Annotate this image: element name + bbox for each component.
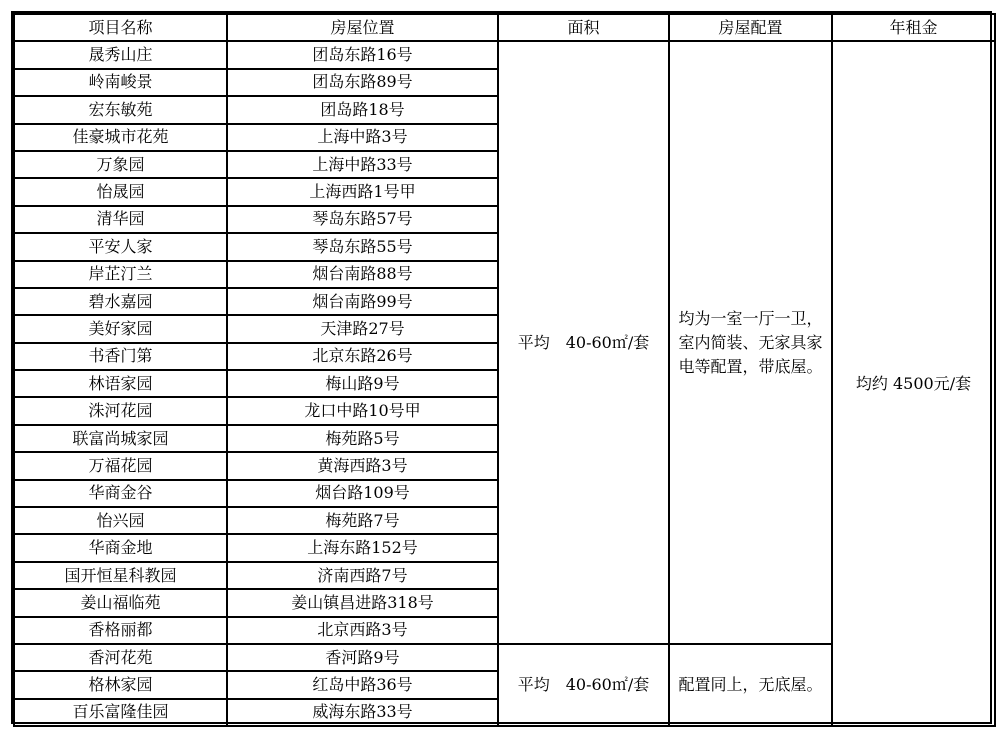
cell-project-name: 国开恒星科教园 — [14, 562, 227, 589]
cell-location: 琴岛东路57号 — [227, 206, 498, 233]
table-body — [14, 41, 995, 726]
table-row — [14, 41, 995, 68]
cell-annual-rent: 均约 4500元/套 — [832, 41, 995, 726]
cell-location: 梅苑路5号 — [227, 425, 498, 452]
cell-project-name: 联富尚城家园 — [14, 425, 227, 452]
cell-area-group2: 平均 40-60㎡/套 — [498, 644, 669, 726]
cell-project-name: 美好家园 — [14, 315, 227, 342]
cell-project-name: 香格丽都 — [14, 617, 227, 644]
cell-project-name: 姜山福临苑 — [14, 589, 227, 616]
header-project-name: 项目名称 — [14, 14, 227, 41]
cell-project-name: 洙河花园 — [14, 397, 227, 424]
cell-project-name: 书香门第 — [14, 343, 227, 370]
cell-location: 威海东路33号 — [227, 699, 498, 726]
cell-config-group1: 均为一室一厅一卫，室内简装、无家具家电等配置，带底屋。 — [669, 41, 832, 644]
cell-location: 烟台路109号 — [227, 480, 498, 507]
cell-area-group1: 平均 40-60㎡/套 — [498, 41, 669, 644]
cell-location: 梅苑路7号 — [227, 507, 498, 534]
cell-project-name: 岭南峻景 — [14, 69, 227, 96]
cell-location: 上海中路33号 — [227, 151, 498, 178]
cell-project-name: 林语家园 — [14, 370, 227, 397]
header-area: 面积 — [498, 14, 669, 41]
cell-location: 上海东路152号 — [227, 534, 498, 561]
header-row — [14, 14, 995, 41]
cell-location: 红岛中路36号 — [227, 671, 498, 698]
cell-location: 琴岛东路55号 — [227, 233, 498, 260]
cell-project-name: 格林家园 — [14, 671, 227, 698]
cell-location: 济南西路7号 — [227, 562, 498, 589]
cell-location: 团岛东路16号 — [227, 41, 498, 68]
cell-location: 北京西路3号 — [227, 617, 498, 644]
cell-config-group2: 配置同上，无底屋。 — [669, 644, 832, 726]
cell-project-name: 宏东敏苑 — [14, 96, 227, 123]
cell-location: 姜山镇昌进路318号 — [227, 589, 498, 616]
header-annual-rent: 年租金 — [832, 14, 995, 41]
cell-project-name: 碧水嘉园 — [14, 288, 227, 315]
rental-table-container — [11, 11, 992, 724]
cell-project-name: 华商金地 — [14, 534, 227, 561]
cell-project-name: 香河花苑 — [14, 644, 227, 671]
cell-location: 上海西路1号甲 — [227, 178, 498, 205]
cell-location: 黄海西路3号 — [227, 452, 498, 479]
cell-project-name: 岸芷汀兰 — [14, 261, 227, 288]
cell-location: 烟台南路88号 — [227, 261, 498, 288]
rental-table — [13, 13, 996, 727]
cell-project-name: 万象园 — [14, 151, 227, 178]
cell-project-name: 佳豪城市花苑 — [14, 124, 227, 151]
cell-project-name: 华商金谷 — [14, 480, 227, 507]
cell-location: 团岛东路89号 — [227, 69, 498, 96]
cell-project-name: 晟秀山庄 — [14, 41, 227, 68]
cell-project-name: 怡兴园 — [14, 507, 227, 534]
cell-location: 北京东路26号 — [227, 343, 498, 370]
header-location: 房屋位置 — [227, 14, 498, 41]
cell-location: 香河路9号 — [227, 644, 498, 671]
cell-location: 烟台南路99号 — [227, 288, 498, 315]
cell-project-name: 万福花园 — [14, 452, 227, 479]
cell-project-name: 平安人家 — [14, 233, 227, 260]
cell-project-name: 百乐富隆佳园 — [14, 699, 227, 726]
cell-location: 龙口中路10号甲 — [227, 397, 498, 424]
cell-location: 梅山路9号 — [227, 370, 498, 397]
cell-project-name: 怡晟园 — [14, 178, 227, 205]
cell-location: 团岛路18号 — [227, 96, 498, 123]
cell-location: 天津路27号 — [227, 315, 498, 342]
cell-project-name: 清华园 — [14, 206, 227, 233]
cell-location: 上海中路3号 — [227, 124, 498, 151]
header-config: 房屋配置 — [669, 14, 832, 41]
